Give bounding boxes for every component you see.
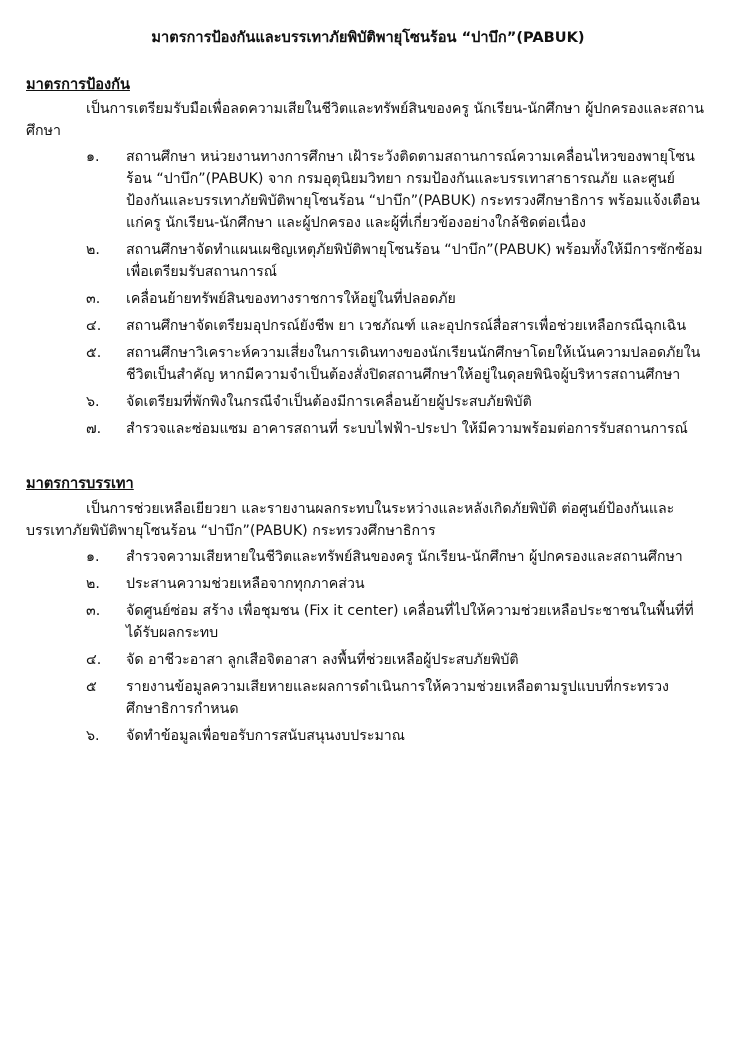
relief-heading: มาตรการบรรเทา: [26, 475, 134, 493]
list-item: [26, 391, 710, 413]
item-text: จัดศูนย์ซ่อม สร้าง เพื่อชุมชน (Fix it center) เคลื่อนที่ไปให้ความช่วยเหลือประชาชนในพื้นที่ที่ได้รับผลกระทบ: [126, 602, 694, 641]
list-item: [26, 418, 710, 440]
item-text: สำรวจความเสียหายในชีวิตและทรัพย์สินของครู นักเรียน-นักศึกษา ผู้ปกครองและสถานศึกษา: [126, 548, 683, 565]
item-text: สถานศึกษา หน่วยงานทางการศึกษา เฝ้าระวังติดตามสถานการณ์ความเคลื่อนไหวของพายุโซนร้อน “ปาบึก”(PABUK) จาก กรมอุตุนิยมวิทยา กรมป้องกันและบรรเทาสาธารณภัย และศูนย์ป้องกันและบรรเทาภัยพิบัติพายุโซนร้อน “ปาบึก”(PABUK) กระทรวงศึกษาธิการ พร้อมแจ้งเตือนแก่ครู นักเรียน-นักศึกษา และผู้ปกครอง และผู้ที่เกี่ยวข้องอย่างใกล้ชิดต่อเนื่อง: [126, 149, 700, 232]
list-item: [26, 725, 710, 747]
item-text: เคลื่อนย้ายทรัพย์สินของทางราชการให้อยู่ในที่ปลอดภัย: [126, 291, 456, 308]
prevention-intro: เป็นการเตรียมรับมือเพื่อลดความเสียในชีวิตและทรัพย์สินของครู นักเรียน-นักศึกษา ผู้ปกครองและสถานศึกษา: [26, 101, 704, 140]
item-number: ๕: [86, 678, 97, 695]
item-text: จัด อาชีวะอาสา ลูกเสือจิตอาสา ลงพื้นที่ช่วยเหลือผู้ประสบภัยพิบัติ: [126, 651, 519, 668]
list-item: [26, 315, 710, 337]
item-number: ๑.: [86, 149, 100, 166]
item-text: สถานศึกษาวิเคราะห์ความเสี่ยงในการเดินทางของนักเรียนนักศึกษาโดยให้เน้นความปลอดภัยในชีวิตเป็นสำคัญ หากมีความจำเป็นต้องสั่งปิดสถานศึกษาให้อยู่ในดุลยพินิจผู้บริหารสถานศึกษา: [126, 345, 701, 384]
item-text: สำรวจและซ่อมแซม อาคารสถานที่ ระบบไฟฟ้า-ประปา ให้มีความพร้อมต่อการรับสถานการณ์: [126, 421, 688, 438]
item-number: ๓.: [86, 291, 101, 308]
item-text: ประสานความช่วยเหลือจากทุกภาคส่วน: [126, 575, 365, 592]
list-item: [26, 676, 710, 720]
prevention-section: [26, 74, 710, 441]
list-item: [26, 546, 710, 568]
item-number: ๖.: [86, 727, 100, 744]
item-number: ๒.: [86, 575, 100, 592]
list-item: [26, 146, 710, 234]
list-item: [26, 600, 710, 644]
prevention-heading: มาตรการป้องกัน: [26, 75, 130, 93]
item-number: ๗.: [86, 421, 102, 438]
item-number: ๔.: [86, 318, 102, 335]
list-item: [26, 342, 710, 386]
item-text: สถานศึกษาจัดทำแผนเผชิญเหตุภัยพิบัติพายุโซนร้อน “ปาบึก”(PABUK) พร้อมทั้งให้มีการซักซ้อมเพื่อเตรียมรับสถานการณ์: [126, 242, 703, 281]
relief-section: [26, 473, 710, 747]
list-item: [26, 239, 710, 283]
list-item: [26, 649, 710, 671]
item-text: สถานศึกษาจัดเตรียมอุปกรณ์ยังชีพ ยา เวชภัณฑ์ และอุปกรณ์สื่อสารเพื่อช่วยเหลือกรณีฉุกเฉิน: [126, 318, 687, 335]
section-spacer: [26, 445, 710, 473]
document-title: มาตรการป้องกันและบรรเทาภัยพิบัติพายุโซนร้อน “ปาบึก”(PABUK): [151, 29, 585, 46]
relief-list: [26, 546, 710, 747]
prevention-list: [26, 146, 710, 440]
item-number: ๖.: [86, 394, 100, 411]
item-number: ๒.: [86, 242, 100, 259]
list-item: [26, 573, 710, 595]
item-text: รายงานข้อมูลความเสียหายและผลการดำเนินการให้ความช่วยเหลือตามรูปแบบที่กระทรวงศึกษาธิการกำหนด: [126, 678, 669, 717]
item-text: จัดทำข้อมูลเพื่อขอรับการสนับสนุนงบประมาณ: [126, 727, 405, 744]
relief-intro: เป็นการช่วยเหลือเยียวยา และรายงานผลกระทบในระหว่างและหลังเกิดภัยพิบัติ ต่อศูนย์ป้องกันและบรรเทาภัยพิบัติพายุโซนร้อน “ปาบึก”(PABUK) กระทรวงศึกษาธิการ: [26, 500, 675, 539]
item-number: ๕.: [86, 345, 102, 362]
list-item: [26, 288, 710, 310]
item-text: จัดเตรียมที่พักพิงในกรณีจำเป็นต้องมีการเคลื่อนย้ายผู้ประสบภัยพิบัติ: [126, 394, 532, 411]
item-number: ๓.: [86, 602, 101, 619]
item-number: ๑.: [86, 548, 100, 565]
item-number: ๔.: [86, 651, 102, 668]
